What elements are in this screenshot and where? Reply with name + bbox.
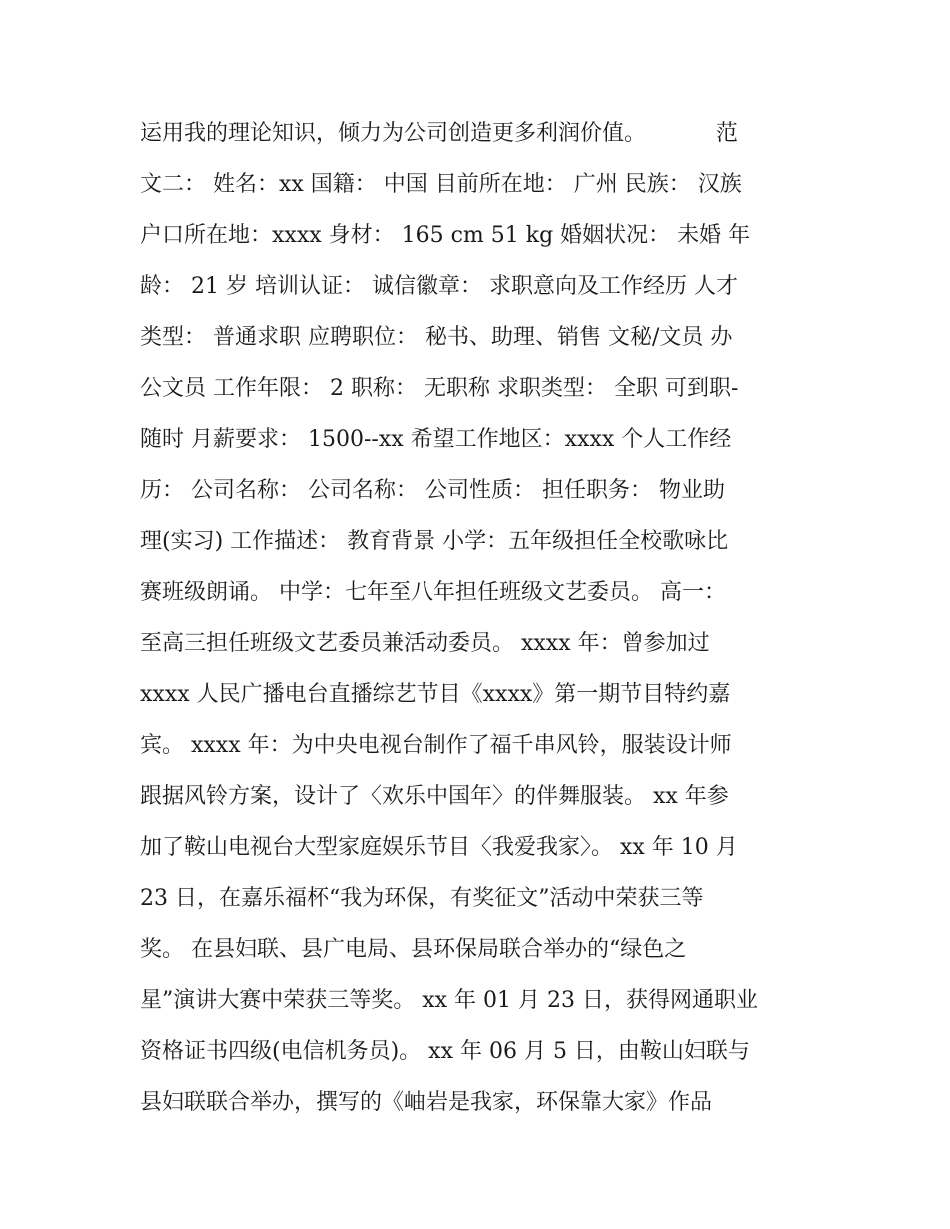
text-line: 随时 月薪要求： 1500--xx 希望工作地区：xxxx 个人工作经	[140, 427, 732, 452]
text-line: 龄： 21 岁 培训认证： 诚信徽章： 求职意向及工作经历 人才	[140, 274, 738, 299]
text-line: 资格证书四级(电信机务员)。 xx 年 06 月 5 日，由鞍山妇联与	[140, 1039, 750, 1064]
text-line: 星”演讲大赛中荣获三等奖。 xx 年 01 月 23 日，获得网通职业	[140, 988, 759, 1013]
text-line: 历： 公司名称： 公司名称： 公司性质： 担任职务： 物业助	[140, 478, 725, 503]
body-text	[140, 108, 820, 1128]
text-line: 文二： 姓名：xx 国籍： 中国 目前所在地： 广州 民族： 汉族	[140, 172, 742, 197]
text-line: 户口所在地：xxxx 身材： 165 cm 51 kg 婚姻状况： 未婚 年	[140, 223, 751, 248]
text-line: 运用我的理论知识，倾力为公司创造更多利润价值。 范	[140, 121, 738, 146]
text-line: 23 日，在嘉乐福杯“我为环保，有奖征文”活动中荣获三等	[140, 886, 704, 911]
text-line: 赛班级朗诵。 中学：七年至八年担任班级文艺委员。 高一：	[140, 580, 726, 605]
text-line: 奖。 在县妇联、县广电局、县环保局联合举办的“绿色之	[140, 937, 687, 962]
text-line: 宾。 xxxx 年：为中央电视台制作了福千串风铃，服装设计师	[140, 733, 732, 758]
text-line: xxxx 人民广播电台直播综艺节目《xxxx》第一期节目特约嘉	[140, 682, 731, 707]
text-line: 县妇联联合举办，撰写的《岫岩是我家，环保靠大家》作品	[140, 1090, 713, 1115]
text-line: 至高三担任班级文艺委员兼活动委员。 xxxx 年：曾参加过	[140, 631, 710, 656]
text-line: 公文员 工作年限： 2 职称： 无职称 求职类型： 全职 可到职-	[140, 376, 739, 401]
text-line: 理(实习) 工作描述： 教育背景 小学：五年级担任全校歌咏比	[140, 529, 729, 554]
text-line: 类型： 普通求职 应聘职位： 秘书、助理、销售 文秘/文员 办	[140, 325, 733, 350]
text-line: 加了鞍山电视台大型家庭娱乐节目〈我爱我家〉。 xx 年 10 月	[140, 835, 738, 860]
text-line: 跟据风铃方案，设计了〈欢乐中国年〉的伴舞服装。 xx 年参	[140, 784, 729, 809]
